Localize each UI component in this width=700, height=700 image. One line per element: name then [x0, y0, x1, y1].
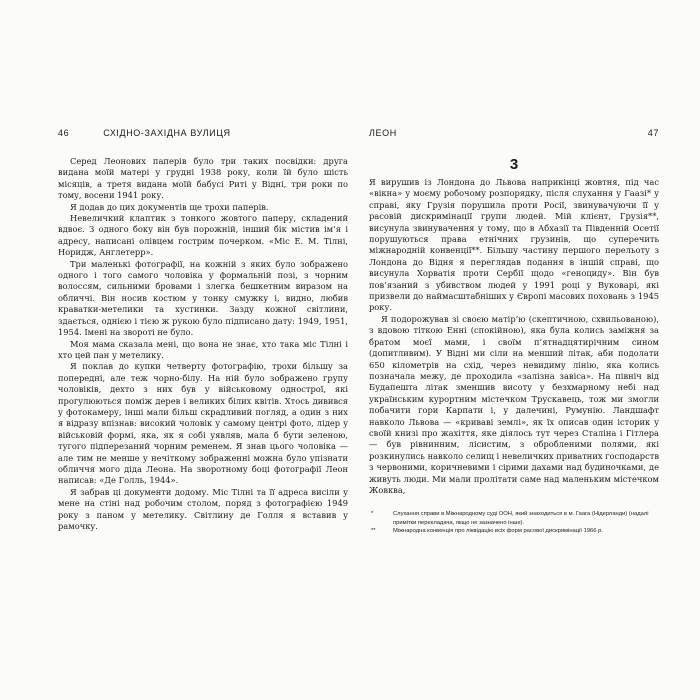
footnotes [369, 510, 659, 535]
footnote-text: Слухання справи в Міжнародному суді ООН, який знаходиться в м. Гаага (Нідерланди) (надалі примітки перекладача, якщо не зазначено інше). [393, 511, 649, 526]
paragraph: Я подорожував зі своєю матір’ю (скептичною, схвильованою), з вдовою тіткою Енні (спокійною), яка була колись заміжня за братом моєї мами, і своїм п’ятнадцятирічним сином (допитливим). У Відні ми сіли на менший літак, аби подолати 650 кілометрів на схід, через невидиму лінію, яка колись позначала межу, де проходила «залізна завіса». На північ від Будапешта літак зменшив висоту у безхмарному небі над українським курортним містечком Трускавець, тож ми змогли побачити гори Карпати і, у далечині, Румунію. Ландшафт навколо Львова — «криваві землі», як їх описав один історик у своїй книзі про жахіття, яке діялось тут через Сталіна і Гітлера — був рівнинним, лісистим, з обробленими полями, які розкинулись навколо селищ і невеличких приватних господарств з червоними, коричневими і сірими дахами над будиночками, де живуть люди. Ми мали пролітати саме над маленьким містечком Жовква, [369, 313, 659, 495]
footnote-text: Міжнародна конвенція про ліквідацію всіх форм расової дискримінації 1966 р. [393, 528, 603, 535]
paragraph: Моя мама сказала мені, що вона не знає, хто така міс Тілні і хто цей пан у метелику. [58, 338, 348, 360]
footnote [369, 510, 659, 527]
right-page [369, 128, 659, 688]
paragraph: Серед Леонових паперів було три таких посвідки: друга видана моїй матері у грудні 1938 року, коли їй було шість місяців, а третя видана моїй бабусі Риті у Відні, три роки по тому, восени 1941 року. [58, 156, 348, 201]
footnote-mark: * [371, 511, 374, 518]
paragraph: Три маленькі фотографії, на кожній з яких було зображено одного і того самого чоловіка у формальній позі, з чорним волоссям, сильними бровами і злегка бешкетним виразом на обличчі. Він носив костюм у тонку смужку і, видно, любив краватки-метелики та хустинки. Зазду кожної світлини, здається, однією і тією ж рукою було підписано дату: 1949, 1951, 1954. Імені на звороті не було. [58, 258, 348, 338]
paragraph: Я додав до цих документів ще трохи паперів. [70, 201, 269, 212]
right-running-head: ЛЕОН [369, 128, 397, 138]
chapter-number: 3 [509, 156, 519, 173]
left-body-text [58, 156, 348, 532]
right-page-header [369, 128, 659, 142]
paragraph: Невеличкий клаптик з тонкого жовтого паперу, складений вдвоє. З одного боку він був порожній, інший бік містив ім’я і адресу, написані олівцем гострим почерком. «Міс Е. М. Тілні, Норидж, Англетерр». [58, 213, 348, 258]
footnote-mark: ** [371, 528, 376, 535]
footnote [369, 527, 659, 535]
left-page-header [58, 128, 348, 142]
paragraph: Я поклав до купки четверту фотографію, трохи більшу за попередні, але теж чорно-білу. На ній було зображено групу чоловіків, дехто з них був у військовому однострої, які прогулюються поміж дерев і великих білих квітів. Хтось дивився у фотокамеру, інші мали більш скрадливий погляд, а один з них я відразу впізнав: високий чоловік у самому центрі фото, лідер у військовій формі, яка, як я собі уявляв, мала б бути зеленою, тугого підперезаний чорним ременем. Я знав цього чоловіка — але тим не менше у нечіткому зображенні можна було упізнати обличчя мого діда Леона. На зворотному боці фотографії Леон написав: «Де Голль, 1944». [58, 361, 348, 486]
paragraph: Я вирушив із Лондона до Львова наприкінці жовтня, під час «вікна» у моєму робочому розпорядку, після слухання у Гаазі* у справі, яку Грузія порушила проти Росії, звинувачуючи її у расовій дискримінації групи людей. Мій клієнт, Грузія**, висунула звинувачення у тому, що в Абхазії та Південній Осетії порушуються права етнічних грузинів, що суперечить міжнародній конвенції**. Більшу частину першого перельоту з Лондона до Відня я переглядав подання в іншій справі, що висунула Хорватія проти Сербії щодо «геноциду». Він був пов’язаний з убивством людей у 1991 році у Вуковарі, які призвели до наймасштабніших у Європі масових поховань з 1945 року. [369, 177, 659, 313]
right-body-text [369, 177, 659, 496]
right-page-number: 47 [647, 128, 659, 138]
left-page-number: 46 [58, 128, 70, 138]
paragraph: Я забрав ці документи додому. Міс Тілні та її адреса висіли у мене на стіні над робочим столом, поряд з фотографією 1949 року з паном у метелику. Світлину де Голля я вставив у рамочку. [58, 486, 348, 531]
left-running-head: СХІДНО-ЗАХІДНА ВУЛИЦЯ [103, 128, 231, 138]
left-page [58, 128, 348, 688]
